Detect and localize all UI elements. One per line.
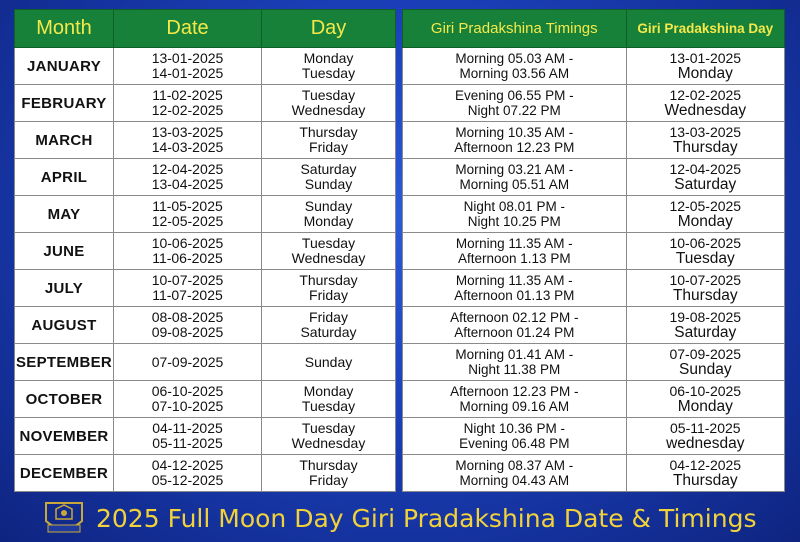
timing-cell bbox=[403, 307, 627, 344]
timing-cell bbox=[403, 48, 627, 85]
table-row bbox=[15, 418, 396, 455]
table-row bbox=[15, 196, 396, 233]
timing-cell bbox=[403, 85, 627, 122]
month-cell: SEPTEMBER bbox=[15, 344, 114, 381]
timing-cell bbox=[403, 344, 627, 381]
giri-date: 13-01-2025 bbox=[669, 50, 742, 66]
day-1: Thursday bbox=[299, 124, 358, 140]
date-2: 07-10-2025 bbox=[151, 398, 224, 414]
month-cell: OCTOBER bbox=[15, 381, 114, 418]
day-1: Monday bbox=[303, 383, 354, 399]
day-2: Tuesday bbox=[301, 398, 356, 414]
date-2: 11-07-2025 bbox=[152, 287, 223, 303]
day-2: Tuesday bbox=[301, 65, 356, 81]
giri-day-cell bbox=[626, 307, 784, 344]
giri-date: 05-11-2025 bbox=[670, 420, 741, 436]
giri-weekday: Thursday bbox=[672, 139, 738, 156]
date-1: 11-05-2025 bbox=[152, 198, 223, 214]
table-row bbox=[403, 159, 785, 196]
month-cell: DECEMBER bbox=[15, 455, 114, 492]
timing-end: Evening 06.48 PM bbox=[459, 436, 570, 451]
day-1: Tuesday bbox=[301, 420, 356, 436]
giri-date: 10-06-2025 bbox=[669, 235, 742, 251]
date-cell bbox=[114, 455, 262, 492]
table-row bbox=[15, 307, 396, 344]
timing-start: Afternoon 02.12 PM - bbox=[450, 310, 579, 325]
month-cell: NOVEMBER bbox=[15, 418, 114, 455]
day-1: Saturday bbox=[300, 161, 357, 177]
date-header: Date bbox=[114, 10, 262, 48]
day-2: Monday bbox=[303, 213, 354, 229]
table-row bbox=[403, 122, 785, 159]
timing-cell bbox=[403, 159, 627, 196]
month-cell: MARCH bbox=[15, 122, 114, 159]
timing-cell bbox=[403, 270, 627, 307]
giri-weekday: Thursday bbox=[672, 472, 738, 489]
date-cell bbox=[114, 122, 262, 159]
timing-start: Morning 10.35 AM - bbox=[455, 125, 574, 140]
giri-weekday: Monday bbox=[677, 65, 733, 82]
date-cell bbox=[114, 381, 262, 418]
table-row bbox=[403, 455, 785, 492]
date-2: 09-08-2025 bbox=[151, 324, 224, 340]
date-cell bbox=[114, 233, 262, 270]
month-cell: APRIL bbox=[15, 159, 114, 196]
giri-weekday: Saturday bbox=[674, 176, 737, 193]
date-1: 13-03-2025 bbox=[151, 124, 224, 140]
date-2: 14-03-2025 bbox=[151, 139, 224, 155]
table-row bbox=[403, 85, 785, 122]
day-1: Tuesday bbox=[301, 87, 356, 103]
table-row bbox=[15, 48, 396, 85]
month-cell: FEBRUARY bbox=[15, 85, 114, 122]
day-cell bbox=[262, 381, 396, 418]
giri-day-cell bbox=[626, 344, 784, 381]
day-header: Day bbox=[262, 10, 396, 48]
day-1: Friday bbox=[309, 309, 348, 325]
timing-start: Morning 11.35 AM - bbox=[455, 273, 573, 288]
day-2: Wednesday bbox=[291, 250, 366, 266]
date-1: 08-08-2025 bbox=[151, 309, 224, 325]
date-cell bbox=[114, 159, 262, 196]
table-row bbox=[15, 455, 396, 492]
timing-end: Afternoon 1.13 PM bbox=[458, 251, 571, 266]
date-1: 07-09-2025 bbox=[151, 353, 224, 370]
timing-end: Morning 09.16 AM bbox=[459, 399, 570, 414]
timing-end: Afternoon 01.13 PM bbox=[454, 288, 575, 303]
giri-weekday: Monday bbox=[677, 213, 733, 230]
date-cell bbox=[114, 85, 262, 122]
giri-weekday: Wednesday bbox=[664, 102, 747, 119]
table-row bbox=[403, 344, 785, 381]
day-1: Thursday bbox=[299, 272, 358, 288]
date-2: 05-11-2025 bbox=[152, 435, 223, 451]
day-cell bbox=[262, 344, 396, 381]
giri-weekday: Tuesday bbox=[675, 250, 735, 267]
giri-weekday: Thursday bbox=[672, 287, 738, 304]
date-1: 06-10-2025 bbox=[151, 383, 224, 399]
giri-day-cell bbox=[626, 122, 784, 159]
timing-start: Morning 08.37 AM - bbox=[455, 458, 574, 473]
timing-start: Night 10.36 PM - bbox=[463, 421, 565, 436]
timing-end: Afternoon 01.24 PM bbox=[454, 325, 575, 340]
date-cell bbox=[114, 344, 262, 381]
giri-day-cell bbox=[626, 196, 784, 233]
giri-date: 12-05-2025 bbox=[669, 198, 742, 214]
table-row bbox=[15, 344, 396, 381]
table-row bbox=[15, 381, 396, 418]
table-row bbox=[403, 233, 785, 270]
date-cell bbox=[114, 48, 262, 85]
timing-end: Morning 03.56 AM bbox=[459, 66, 570, 81]
giri-day-cell bbox=[626, 270, 784, 307]
giri-day-cell bbox=[626, 418, 784, 455]
date-1: 11-02-2025 bbox=[152, 87, 223, 103]
day-cell bbox=[262, 122, 396, 159]
giri-date: 12-04-2025 bbox=[669, 161, 742, 177]
table-row bbox=[15, 85, 396, 122]
timing-cell bbox=[403, 122, 627, 159]
day-cell bbox=[262, 85, 396, 122]
timing-start: Morning 11.35 AM - bbox=[455, 236, 573, 251]
day-2: Wednesday bbox=[291, 102, 366, 118]
timing-end: Afternoon 12.23 PM bbox=[454, 140, 575, 155]
table-row bbox=[15, 159, 396, 196]
footer bbox=[0, 497, 800, 542]
giri-day-cell bbox=[626, 233, 784, 270]
table-row bbox=[403, 307, 785, 344]
date-table-header bbox=[15, 10, 396, 48]
day-2: Friday bbox=[309, 287, 348, 303]
timing-cell bbox=[403, 418, 627, 455]
date-1: 13-01-2025 bbox=[151, 50, 224, 66]
month-cell: MAY bbox=[15, 196, 114, 233]
date-1: 10-06-2025 bbox=[151, 235, 224, 251]
timing-end: Night 11.38 PM bbox=[468, 362, 561, 377]
day-1: Tuesday bbox=[301, 235, 356, 251]
timing-start: Morning 05.03 AM - bbox=[455, 51, 574, 66]
timing-cell bbox=[403, 381, 627, 418]
date-cell bbox=[114, 307, 262, 344]
day-cell bbox=[262, 455, 396, 492]
timing-cell bbox=[403, 196, 627, 233]
giri-day-cell bbox=[626, 455, 784, 492]
day-1: Monday bbox=[303, 50, 354, 66]
giri-day-cell bbox=[626, 85, 784, 122]
date-table bbox=[14, 9, 396, 492]
date-2: 14-01-2025 bbox=[151, 65, 224, 81]
date-2: 05-12-2025 bbox=[151, 472, 224, 488]
timings-table-header bbox=[403, 10, 785, 48]
day-1: Thursday bbox=[299, 457, 358, 473]
date-cell bbox=[114, 270, 262, 307]
footer-title: 2025 Full Moon Day Giri Pradakshina Date & Timings bbox=[96, 504, 757, 533]
timing-start: Morning 01.41 AM - bbox=[455, 347, 574, 362]
month-cell: JULY bbox=[15, 270, 114, 307]
table-row bbox=[15, 270, 396, 307]
giri-weekday: Monday bbox=[677, 398, 733, 415]
table-row bbox=[403, 270, 785, 307]
day-2: Friday bbox=[309, 139, 348, 155]
timing-start: Evening 06.55 PM - bbox=[455, 88, 574, 103]
giri-weekday: Sunday bbox=[679, 361, 732, 378]
day-cell bbox=[262, 307, 396, 344]
date-1: 04-11-2025 bbox=[152, 420, 223, 436]
timings-table bbox=[402, 9, 785, 492]
table-row bbox=[15, 233, 396, 270]
date-1: 10-07-2025 bbox=[151, 272, 224, 288]
giri-date: 07-09-2025 bbox=[669, 346, 742, 362]
table-row bbox=[15, 122, 396, 159]
day-cell bbox=[262, 159, 396, 196]
giri-day-header: Giri Pradakshina Day bbox=[626, 10, 784, 48]
date-cell bbox=[114, 196, 262, 233]
giri-day-cell bbox=[626, 48, 784, 85]
timing-cell bbox=[403, 233, 627, 270]
timing-start: Afternoon 12.23 PM - bbox=[450, 384, 579, 399]
table-row bbox=[403, 418, 785, 455]
timing-end: Morning 05.51 AM bbox=[459, 177, 570, 192]
timing-end: Morning 04.43 AM bbox=[459, 473, 570, 488]
giri-day-cell bbox=[626, 381, 784, 418]
date-2: 12-02-2025 bbox=[151, 102, 224, 118]
giri-day-cell bbox=[626, 159, 784, 196]
date-2: 11-06-2025 bbox=[152, 250, 223, 266]
table-row bbox=[403, 196, 785, 233]
day-2: Friday bbox=[309, 472, 348, 488]
giri-date: 06-10-2025 bbox=[669, 383, 742, 399]
date-2: 13-04-2025 bbox=[151, 176, 224, 192]
date-1: 12-04-2025 bbox=[151, 161, 224, 177]
day-2: Saturday bbox=[300, 324, 357, 340]
timing-end: Night 07.22 PM bbox=[467, 103, 561, 118]
day-cell bbox=[262, 48, 396, 85]
date-2: 12-05-2025 bbox=[151, 213, 224, 229]
day-cell bbox=[262, 418, 396, 455]
date-cell bbox=[114, 418, 262, 455]
day-cell bbox=[262, 233, 396, 270]
day-cell bbox=[262, 270, 396, 307]
date-1: 04-12-2025 bbox=[151, 457, 224, 473]
timing-cell bbox=[403, 455, 627, 492]
giri-date: 12-02-2025 bbox=[669, 87, 742, 103]
table-row bbox=[403, 48, 785, 85]
month-cell: JUNE bbox=[15, 233, 114, 270]
giri-date: 19-08-2025 bbox=[669, 309, 742, 325]
giri-date: 10-07-2025 bbox=[669, 272, 742, 288]
temple-logo-icon bbox=[42, 499, 86, 537]
giri-weekday: Saturday bbox=[674, 324, 737, 341]
day-1: Sunday bbox=[304, 198, 353, 214]
timing-end: Night 10.25 PM bbox=[467, 214, 561, 229]
giri-date: 13-03-2025 bbox=[669, 124, 742, 140]
timings-header: Giri Pradakshina Timings bbox=[403, 10, 627, 48]
month-cell: JANUARY bbox=[15, 48, 114, 85]
giri-weekday: wednesday bbox=[666, 435, 745, 452]
table-row bbox=[403, 381, 785, 418]
timing-start: Night 08.01 PM - bbox=[463, 199, 565, 214]
giri-date: 04-12-2025 bbox=[669, 457, 742, 473]
month-cell: AUGUST bbox=[15, 307, 114, 344]
day-1: Sunday bbox=[304, 353, 353, 370]
day-2: Wednesday bbox=[291, 435, 366, 451]
timing-start: Morning 03.21 AM - bbox=[455, 162, 574, 177]
day-2: Sunday bbox=[304, 176, 353, 192]
day-cell bbox=[262, 196, 396, 233]
month-header: Month bbox=[15, 10, 114, 48]
